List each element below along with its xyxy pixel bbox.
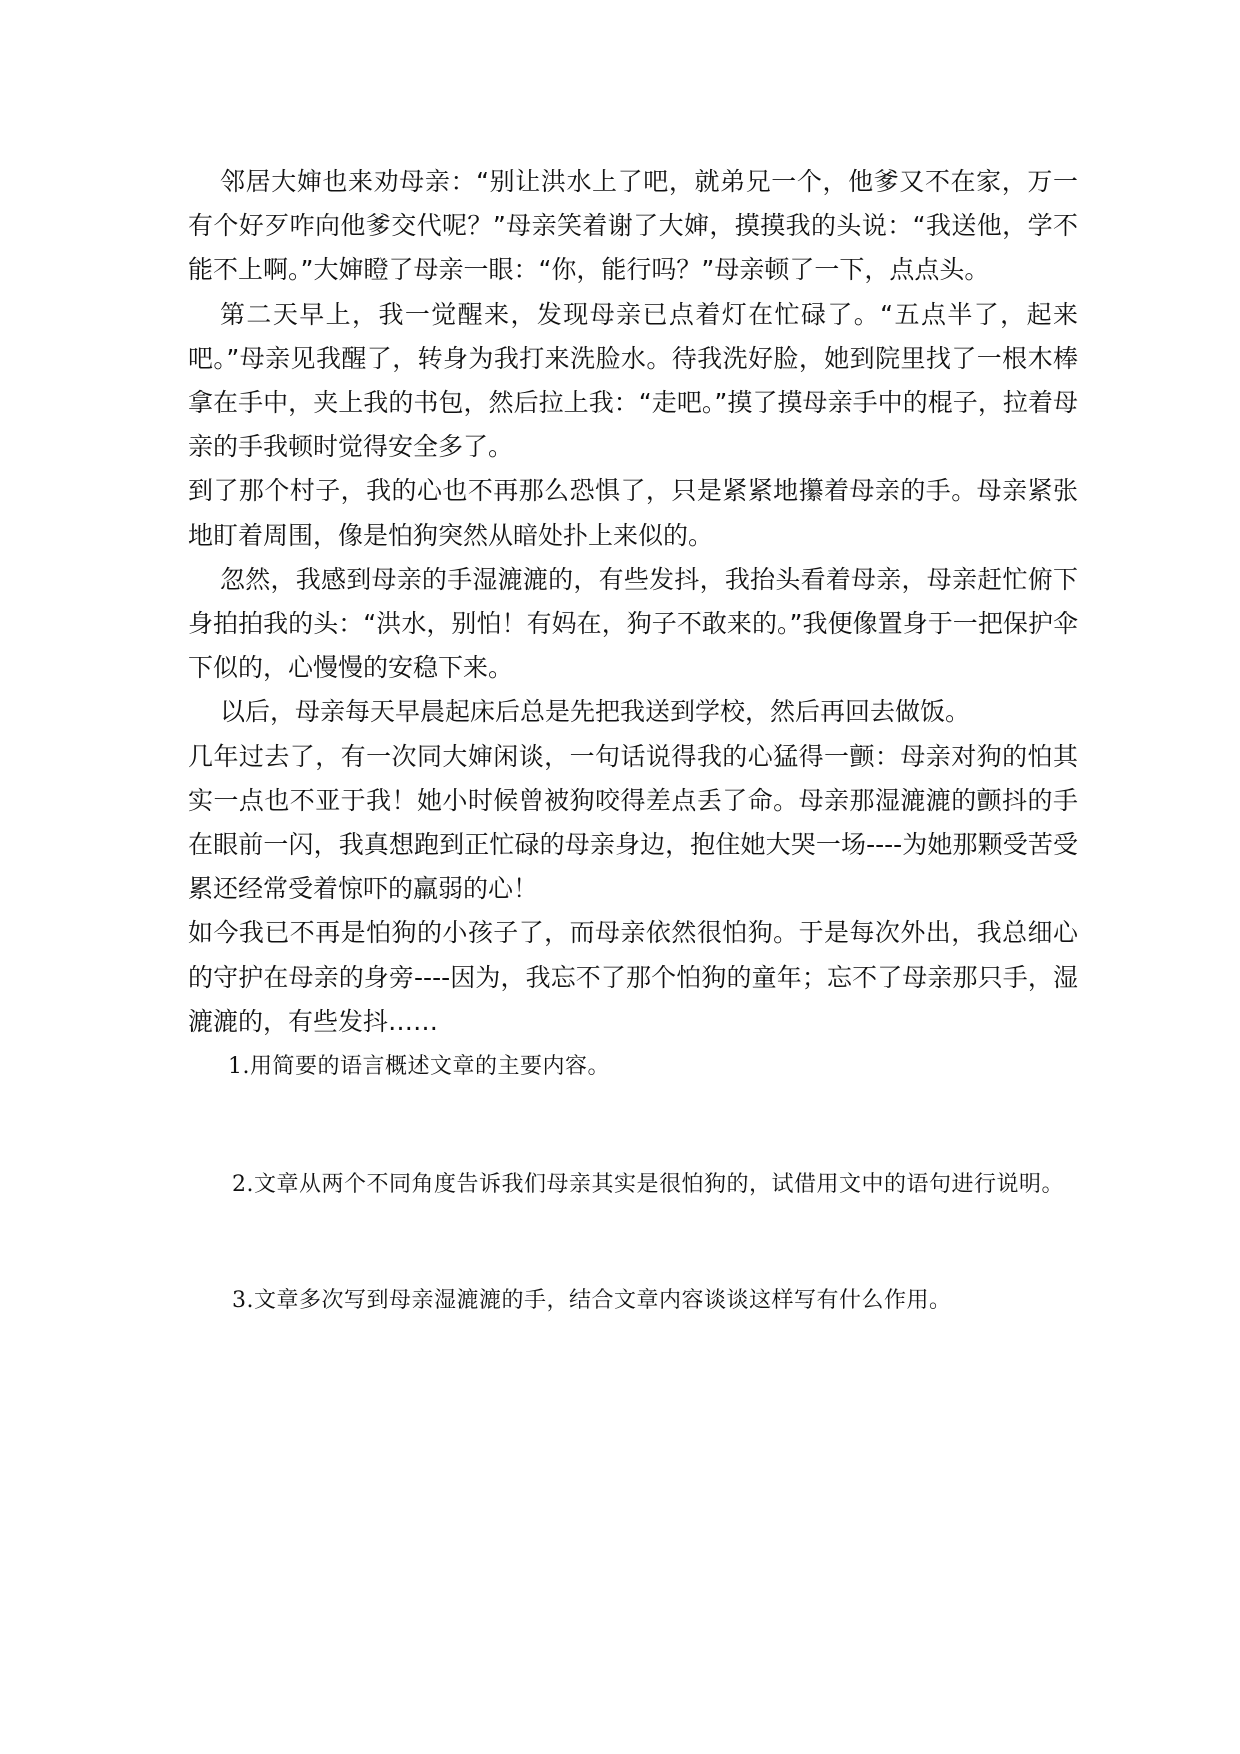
article-paragraph-5: 以后，母亲每天早晨起床后总是先把我送到学校，然后再回去做饭。 [220,697,971,727]
question-2: 2.文章从两个不同角度告诉我们母亲其实是很怕狗的，试借用文中的语句进行说明。 [232,1172,1064,1198]
article-paragraph-6: 几年过去了，有一次同大婶闲谈，一句话说得我的心猛得一颤：母亲对狗的怕其实一点也不亚于我！她小时候曾被狗咬得差点丢了命。母亲那湿漉漉的颤抖的手在眼前一闪，我真想跑到正忙碌的母亲身边，抱住她大哭一场----为她那颗受苦受累还经常受着惊吓的羸弱的心！ [188,741,1078,904]
article-paragraph-7: 如今我已不再是怕狗的小孩子了，而母亲依然很怕狗。于是每次外出，我总细心的守护在母亲的身旁----因为，我忘不了那个怕狗的童年；忘不了母亲那只手，湿漉漉的，有些发抖…… [188,918,1078,1036]
question-3: 3.文章多次写到母亲湿漉漉的手，结合文章内容谈谈这样写有什么作用。 [232,1288,952,1314]
article-paragraph-1: 邻居大婶也来劝母亲：“别让洪水上了吧，就弟兄一个，他爹又不在家，万一有个好歹咋向他爹交代呢？”母亲笑着谢了大婶，摸摸我的头说：“我送他，学不能不上啊。”大婶瞪了母亲一眼：“你，能行吗？”母亲顿了一下，点点头。 [188,167,1078,285]
article-paragraph-4: 忽然，我感到母亲的手湿漉漉的，有些发抖，我抬头看着母亲，母亲赶忙俯下身拍拍我的头：“洪水，别怕！有妈在，狗子不敢来的。”我便像置身于一把保护伞下似的，心慢慢的安稳下来。 [188,564,1078,683]
question-1: 1.用简要的语言概述文章的主要内容。 [228,1054,610,1080]
article-paragraph-3: 到了那个村子，我的心也不再那么恐惧了，只是紧紧地攥着母亲的手。母亲紧张地盯着周围，像是怕狗突然从暗处扑上来似的。 [188,476,1078,550]
document-page [188,160,1078,1322]
article-paragraph-2: 第二天早上，我一觉醒来，发现母亲已点着灯在忙碌了。“五点半了，起来吧。”母亲见我醒了，转身为我打来洗脸水。待我洗好脸，她到院里找了一根木棒拿在手中，夹上我的书包，然后拉上我：“走吧。”摸了摸母亲手中的棍子，拉着母亲的手我顿时觉得安全多了。 [188,299,1078,462]
